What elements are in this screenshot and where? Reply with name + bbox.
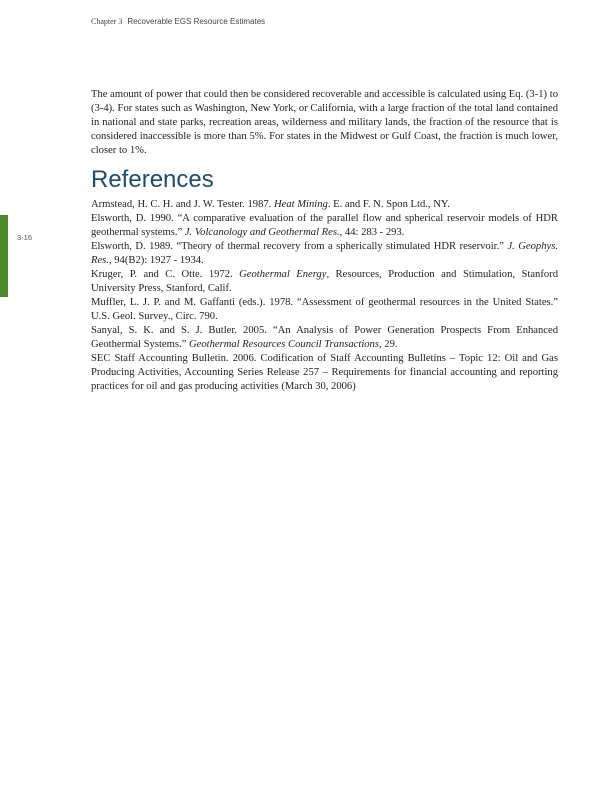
running-header (91, 17, 265, 26)
reference-item: Muffler, L. J. P. and M. Gaffanti (eds.). 1978. “Assessment of geothermal resources in the United States.” U.S. Geol. Survey., Circ. 790. (91, 297, 558, 322)
reference-item: Elsworth, D. 1989. “Theory of thermal recovery from a spherically stimulated HDR reservoir.” J. Geophys. Res., 94(B2): 1927 - 1934. (91, 241, 558, 266)
reference-item: Elsworth, D. 1990. “A comparative evaluation of the parallel flow and spherical reservoir models of HDR geothermal systems.” J. Volcanology and Geothermal Res., 44: 283 - 293. (91, 213, 558, 238)
references-heading: References (91, 166, 214, 193)
reference-item: Sanyal, S. K. and S. J. Butler. 2005. “An Analysis of Power Generation Prospects From Enhanced Geothermal Systems.” Geothermal Resources Council Transactions, 29. (91, 325, 558, 350)
reference-item: SEC Staff Accounting Bulletin. 2006. Codification of Staff Accounting Bulletins – Topic 12: Oil and Gas Producing Activities, Accounting Series Release 257 – Requirements for financial accounting and reporting practices for oil and gas producing activities (March 30, 2006) (91, 353, 558, 392)
reference-item: Armstead, H. C. H. and J. W. Tester. 1987. Heat Mining. E. and F. N. Spon Ltd., NY. (91, 199, 450, 210)
chapter-title: Recoverable EGS Resource Estimates (127, 17, 266, 26)
page-number: 3-16 (17, 233, 33, 242)
chapter-tab-marker (0, 215, 8, 297)
reference-list (91, 198, 558, 394)
page-content (91, 88, 558, 394)
reference-item: Kruger, P. and C. Otte. 1972. Geothermal Energy, Resources, Production and Stimulation, Stanford University Press, Stanford, Calif. (91, 269, 558, 294)
body-paragraph: The amount of power that could then be considered recoverable and accessible is calculated using Eq. (3-1) to (3-4). For states such as Washington, New York, or California, with a large fraction of the total land contained in national and state parks, recreation areas, wilderness and military lands, the fraction of the resource that is considered inaccessible is more than 5%. For states in the Midwest or Gulf Coast, the fraction is much lower, closer to 1%. (91, 89, 558, 156)
chapter-label: Chapter 3 (91, 17, 123, 26)
